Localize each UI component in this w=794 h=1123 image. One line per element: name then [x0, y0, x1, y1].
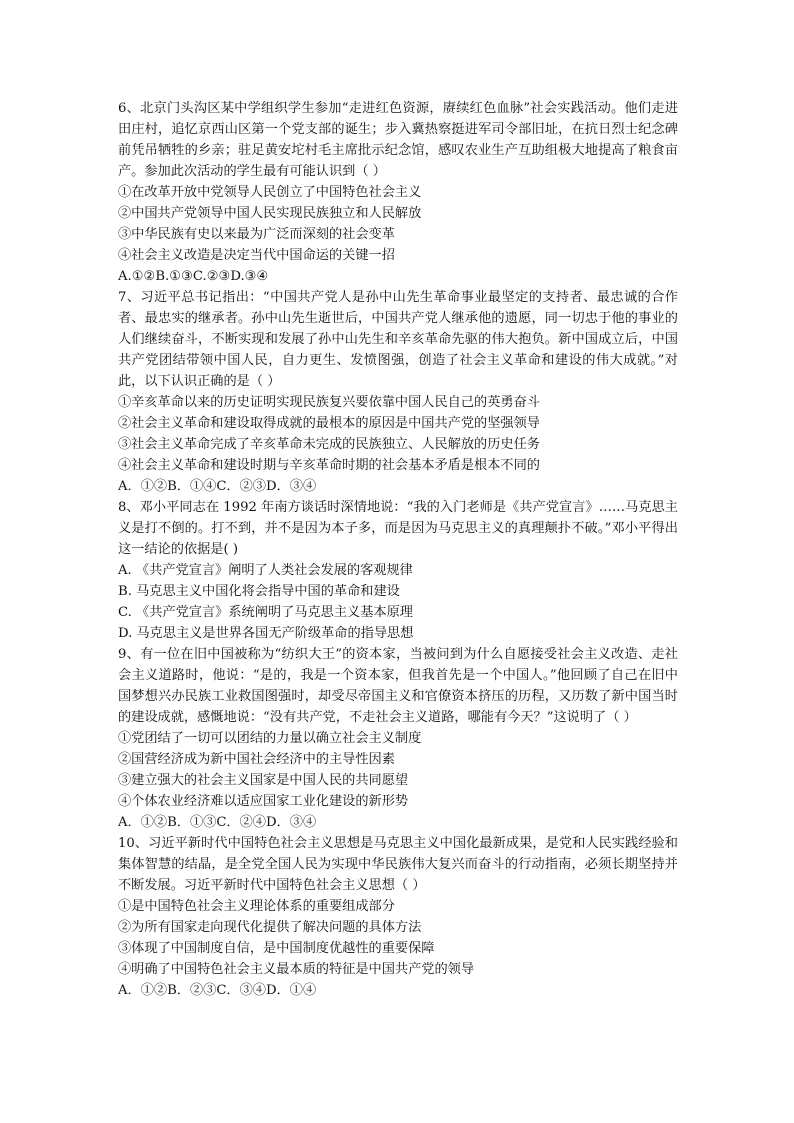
question-6	[118, 98, 678, 287]
question-stem: 10、习近平新时代中国特色社会主义思想是马克思主义中国化最新成果，是党和人民实践经验和集体智慧的结晶，是全党全国人民为实现中华民族伟大复兴而奋斗的行动指南，必须长期坚持并不断发展。习近平新时代中国特色社会主义思想（ ）	[118, 836, 678, 893]
option-d: D. 马克思主义是世界各国无产阶级革命的指导思想	[118, 626, 414, 641]
option-2: ②社会主义革命和建设取得成就的最根本的原因是中国共产党的坚强领导	[118, 416, 540, 431]
option-1: ①在改革开放中党领导人民创立了中国特色社会主义	[118, 185, 422, 200]
question-8	[118, 497, 678, 644]
option-1: ①辛亥革命以来的历史证明实现民族复兴要依靠中国人民自己的英勇奋斗	[118, 395, 540, 410]
question-stem: 9、有一位在旧中国被称为“纺织大王”的资本家，当被问到为什么自愿接受社会主义改造、走社会主义道路时，他说：“是的，我是一个资本家，但我首先是一个中国人。”他回顾了自己在旧中国梦想兴办民族工业救国图强时，却受尽帝国主义和官僚资本挤压的历程，又历数了新中国当时的建设成就，感慨地说：“没有共产党，不走社会主义道路，哪能有今天？”这说明了（ ）	[118, 647, 678, 725]
option-2: ②为所有国家走向现代化提供了解决问题的具体方法	[118, 920, 422, 935]
option-3: ③社会主义革命完成了辛亥革命未完成的民族独立、人民解放的历史任务	[118, 437, 540, 452]
option-2: ②中国共产党领导中国人民实现民族独立和人民解放	[118, 206, 422, 221]
exam-page	[118, 98, 678, 1001]
answer-choices: A．①②B．①③C．②④D．③④	[118, 815, 317, 830]
option-3: ③体现了中国制度自信，是中国制度优越性的重要保障	[118, 941, 435, 956]
option-a: A. 《共产党宣言》阐明了人类社会发展的客观规律	[118, 563, 413, 578]
option-3: ③中华民族有史以来最为广泛而深刻的社会变革	[118, 227, 395, 242]
answer-choices: A.①②B.①③C.②③D.③④	[118, 269, 269, 284]
question-stem: 7、习近平总书记指出：“中国共产党人是孙中山先生革命事业最坚定的支持者、最忠诚的合作者、最忠实的继承者。孙中山先生逝世后，中国共产党人继承他的遗愿，同一切忠于他的事业的人们继续奋斗，不断实现和发展了孙中山先生和辛亥革命先驱的伟大抱负。新中国成立后，中国共产党团结带领中国人民，自力更生、发愤图强，创造了社会主义革命和建设的伟大成就。”对此，以下认识正确的是（ ）	[118, 290, 678, 389]
option-1: ①党团结了一切可以团结的力量以确立社会主义制度	[118, 731, 422, 746]
option-1: ①是中国特色社会主义理论体系的重要组成部分	[118, 899, 395, 914]
option-4: ④社会主义革命和建设时期与辛亥革命时期的社会基本矛盾是根本不同的	[118, 458, 540, 473]
option-4: ④社会主义改造是决定当代中国命运的关键一招	[118, 248, 395, 263]
option-b: B. 马克思主义中国化将会指导中国的革命和建设	[118, 584, 400, 599]
option-4: ④个体农业经济难以适应国家工业化建设的新形势	[118, 794, 409, 809]
option-2: ②国营经济成为新中国社会经济中的主导性因素	[118, 752, 395, 767]
question-10	[118, 833, 678, 1001]
option-3: ③建立强大的社会主义国家是中国人民的共同愿望	[118, 773, 409, 788]
option-4: ④明确了中国特色社会主义最本质的特征是中国共产党的领导	[118, 962, 475, 977]
question-9	[118, 644, 678, 833]
question-stem: 8、邓小平同志在 1992 年南方谈话时深情地说：“我的入门老师是《共产党宣言》……马克思主义是打不倒的。打不到，并不是因为本子多，而是因为马克思主义的真理颠扑不破。”邓小平得出这一结论的依据是( )	[118, 500, 678, 557]
question-stem: 6、北京门头沟区某中学组织学生参加“走进红色资源，赓续红色血脉”社会实践活动。他们走进田庄村，追忆京西山区第一个党支部的诞生；步入冀热察挺进军司令部旧址，在抗日烈士纪念碑前凭吊牺牲的乡亲；驻足黄安坨村毛主席批示纪念馆，感叹农业生产互助组极大地提高了粮食亩产。参加此次活动的学生最有可能认识到（ ）	[118, 101, 678, 179]
answer-choices: A．①②B．①④C．②③D．③④	[118, 479, 317, 494]
answer-choices: A．①②B．②③C．③④D．①④	[118, 983, 317, 998]
question-7	[118, 287, 678, 497]
option-c: C. 《共产党宣言》系统阐明了马克思主义基本原理	[118, 605, 413, 620]
